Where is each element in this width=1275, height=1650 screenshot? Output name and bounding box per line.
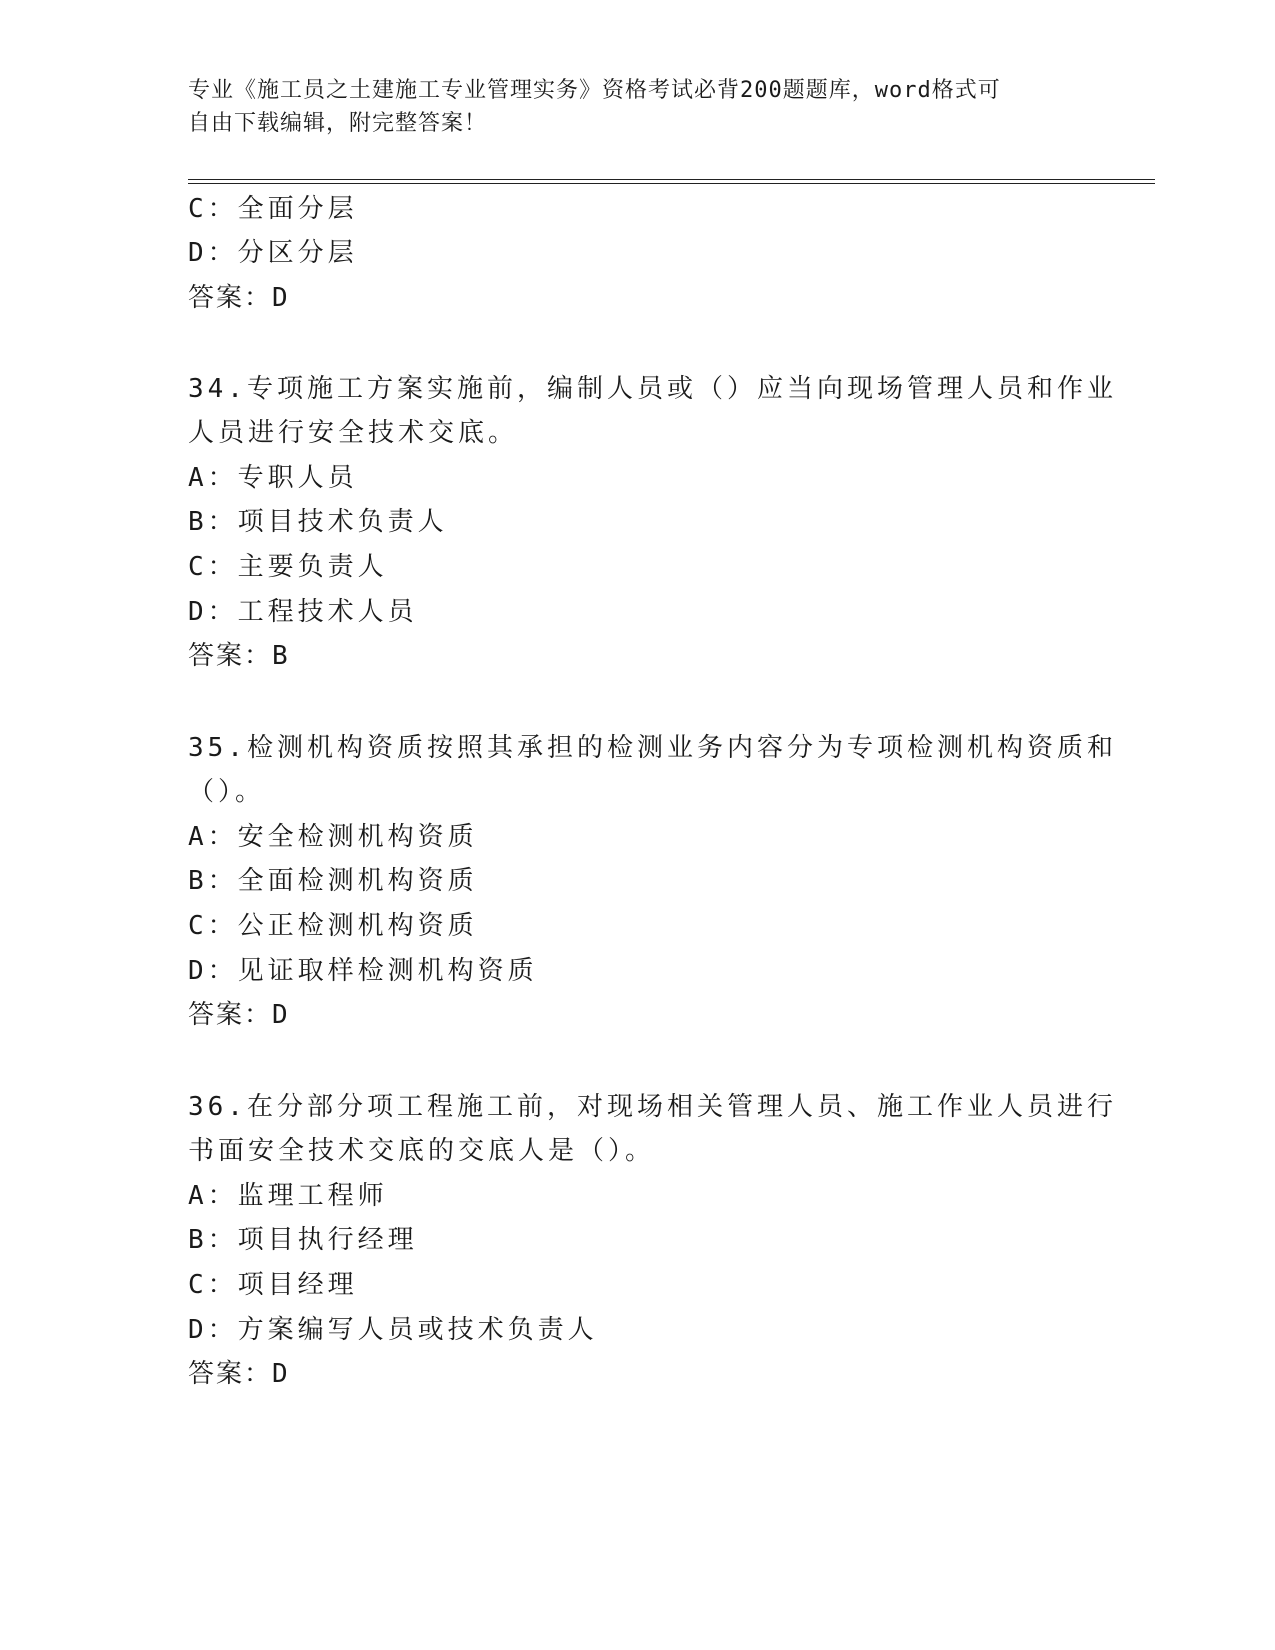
q35-option-a: A：安全检测机构资质: [188, 822, 478, 852]
q36-stem-line-2: 书面安全技术交底的交底人是（）。: [188, 1136, 656, 1166]
header-title-line-1: 专业《施工员之土建施工专业管理实务》资格考试必背200题题库，word格式可: [188, 78, 1001, 103]
q34-option-a: A：专职人员: [188, 463, 358, 493]
q34-option-c: C：主要负责人: [188, 552, 388, 582]
q35-option-c: C：公正检测机构资质: [188, 911, 478, 941]
document-header: [188, 74, 1088, 140]
q34-answer: 答案：B: [188, 641, 290, 671]
q34-option-b: B：项目技术负责人: [188, 507, 448, 537]
q33-option-c: C：全面分层: [188, 194, 358, 224]
q36-option-b: B：项目执行经理: [188, 1225, 418, 1255]
q35-option-d: D：见证取样检测机构资质: [188, 956, 538, 986]
q36-answer: 答案：D: [188, 1359, 290, 1389]
q34-stem-line-1: 34.专项施工方案实施前，编制人员或（）应当向现场管理人员和作业: [188, 374, 1117, 404]
q33-option-d: D：分区分层: [188, 238, 358, 268]
q36-option-a: A：监理工程师: [188, 1181, 388, 1211]
header-divider-top: [188, 179, 1155, 180]
q34-stem-line-2: 人员进行安全技术交底。: [188, 418, 519, 448]
header-title-line-2: 自由下载编辑，附完整答案！: [188, 111, 488, 136]
q36-option-d: D：方案编写人员或技术负责人: [188, 1315, 598, 1345]
q35-stem-line-1: 35.检测机构资质按照其承担的检测业务内容分为专项检测机构资质和: [188, 733, 1117, 763]
q36-option-c: C：项目经理: [188, 1270, 358, 1300]
q34-option-d: D：工程技术人员: [188, 597, 418, 627]
q35-stem-line-2: （）。: [188, 777, 266, 807]
header-divider-bottom: [188, 183, 1155, 184]
q35-option-b: B：全面检测机构资质: [188, 866, 478, 896]
q35-answer: 答案：D: [188, 1000, 290, 1030]
q36-stem-line-1: 36.在分部分项工程施工前，对现场相关管理人员、施工作业人员进行: [188, 1092, 1117, 1122]
q33-answer: 答案：D: [188, 283, 290, 313]
